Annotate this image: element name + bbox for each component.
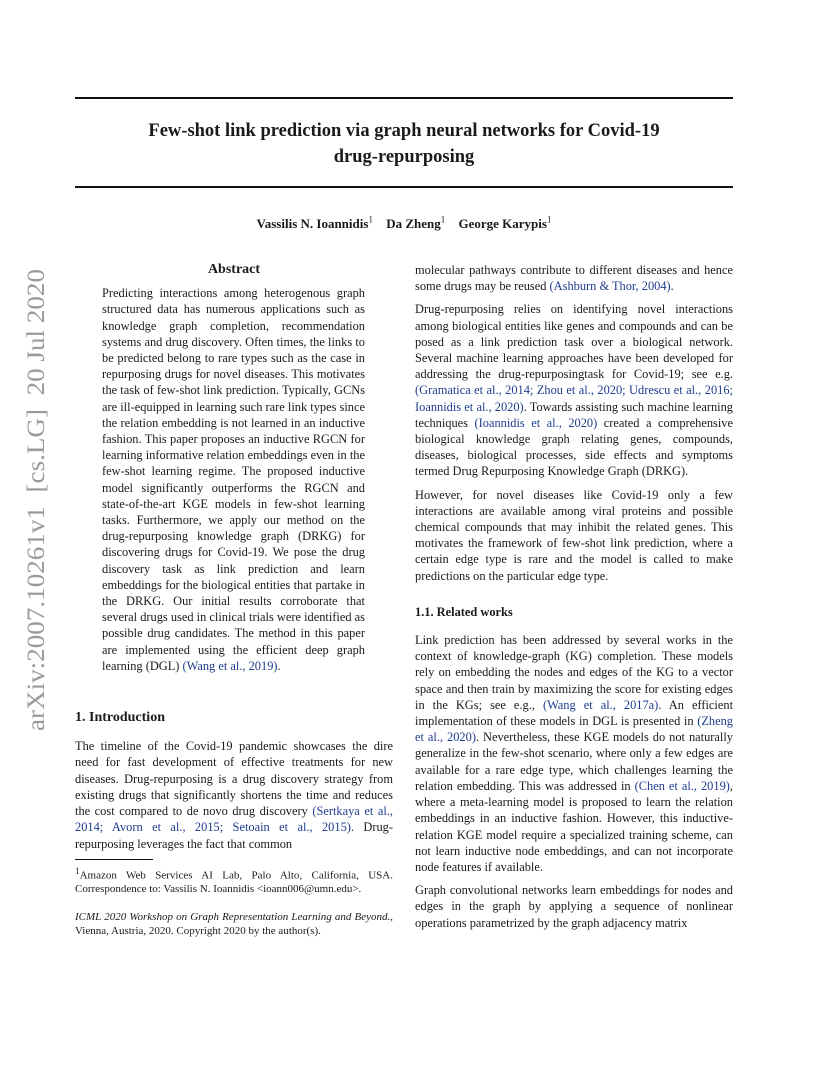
paragraph bbox=[415, 262, 733, 294]
text-run: . Drug-repurposing leverages the fact that common bbox=[75, 820, 393, 851]
paragraph: However, for novel diseases like Covid-19 only a few interactions are available among viral proteins and possible chemical compounds that may inhibit the related genes. This motivates the framework of few-shot link prediction, where a certain edge type is rare and the model is called to make predictions on the particular edge type. bbox=[415, 487, 733, 583]
text-run: , where a meta-learning model is proposed to learn the relation embeddings in an inductive fashion. However, this inductive-relation KGE model require a specialized training scheme, can not learn inductive node embeddings, and can not incorporate node features if available. bbox=[415, 778, 734, 874]
author-affil-mark: 1 bbox=[440, 215, 446, 225]
author-list bbox=[75, 215, 733, 232]
author-affil-mark: 1 bbox=[546, 215, 552, 225]
text-run: . An efficient implementation of these models in DGL is presented in bbox=[415, 697, 734, 729]
text-run: . Nevertheless, these KGE models do not naturally generalize in the few-shot scenario, where only a few edges are available for a rare edge type, which challenges learning the relation embedding. This was addressed in bbox=[415, 730, 733, 793]
text-run: . bbox=[670, 279, 674, 294]
arxiv-stamp bbox=[20, 268, 50, 733]
author-affil-mark: 1 bbox=[368, 215, 373, 225]
abstract-tail: . bbox=[277, 658, 281, 673]
author-name: Da Zheng bbox=[386, 216, 441, 232]
citation-link[interactable]: (Ashburn & Thor, 2004) bbox=[549, 279, 671, 294]
abstract-heading: Abstract bbox=[207, 262, 261, 277]
text-run: The timeline of the Covid-19 pandemic showcases the dire need for fast development of effective treatments for new diseases. Drug-repurposing is a drug discovery strategy from existing drugs that significantly shortens the time and reduces the cost compared to de novo drug discovery bbox=[75, 739, 393, 819]
bottom-rule bbox=[75, 186, 733, 188]
author-2 bbox=[386, 216, 445, 231]
title-line-2: drug-repurposing bbox=[333, 147, 475, 167]
top-rule bbox=[75, 97, 733, 99]
arxiv-stamp-text: arXiv:2007.10261v1 [cs.LG] 20 Jul 2020 bbox=[21, 296, 50, 731]
affiliation-footnote bbox=[75, 864, 393, 897]
subsection-heading-related-works: 1.1. Related works bbox=[415, 604, 513, 619]
text-run: molecular pathways contribute to different diseases and hence some drugs may be reused bbox=[415, 263, 733, 294]
citation-link[interactable]: (Ioannidis et al., 2020) bbox=[474, 415, 598, 430]
footnote-rule bbox=[75, 859, 153, 860]
author-name: Vassilis N. Ioannidis bbox=[256, 216, 369, 232]
footnote-mark: 1 bbox=[75, 865, 80, 876]
citation-link[interactable]: (Gramatica et al., 2014; Zhou et al., 2020; Udrescu et al., 2016; Ioannidis et al., 2020) bbox=[415, 383, 733, 414]
venue-details: , Vienna, Austria, 2020. Copyright 2020 by the author(s). bbox=[75, 911, 393, 938]
venue-name: ICML 2020 Workshop on Graph Representation Learning and Beyond. bbox=[75, 911, 391, 924]
venue-footnote bbox=[75, 910, 393, 938]
left-column bbox=[75, 262, 393, 952]
right-column bbox=[415, 262, 733, 938]
text-run: Drug-repurposing relies on identifying novel interactions among biological entities like genes and compounds and can be posed as a link prediction task over a biological network. Several machine learning approaches have been developed for addressing the drug-repurposingtask for Covid-19; see e.g. bbox=[415, 302, 733, 382]
citation-link[interactable]: (Wang et al., 2017a) bbox=[542, 697, 659, 712]
abstract-text: Predicting interactions among heterogenous graph structured data has numerous applications such as knowledge graph completion, recommendation systems and drug discovery. Often times, the links to be predicted belong to rare types such as the case in repurposing drugs for novel diseases. This motivates the task of few-shot link prediction. Typically, GCNs are ill-equipped in learning such rare link types since the relation embedding is not learned in an inductive fashion. This paper proposes an inductive RGCN for learning informative relation embeddings even in the few-shot learning regime. The proposed inductive model significantly outperforms the RGCN and state-of-the-art KGE models in few-shot learning tasks. Furthermore, we apply our method on the drug-repurposing knowledge graph (DRKG) for discovering drugs for Covid-19. We pose the drug discovery task as link prediction and learn embeddings for the biological entities that partake in the DRKG. Our initial results corroborate that several drugs used in clinical trials were identified as possible drug candidates. The method in this paper are implemented using the efficient deep graph learning (DGL) bbox=[102, 286, 365, 673]
author-3 bbox=[458, 216, 551, 231]
text-run: . Towards assisting such machine learning techniques bbox=[415, 399, 733, 430]
citation-link[interactable]: (Sertkaya et al., 2014; Avorn et al., 2015; Setoain et al., 2015) bbox=[75, 804, 393, 835]
paper-title bbox=[75, 118, 733, 170]
arxiv-stamp-svg bbox=[20, 268, 50, 733]
citation-link[interactable]: (Wang et al., 2019) bbox=[182, 658, 278, 673]
citation-link[interactable]: (Zheng et al., 2020) bbox=[415, 714, 733, 745]
section-heading-introduction: 1. Introduction bbox=[75, 710, 165, 726]
paragraph: Graph convolutional networks learn embeddings for nodes and edges in the graph by applying a sequence of nonlinear operations parametrized by the graph adjacency matrix bbox=[415, 883, 733, 930]
paragraph bbox=[415, 632, 733, 875]
title-line-1: Few-shot link prediction via graph neural networks for Covid-19 bbox=[148, 121, 660, 141]
intro-paragraph bbox=[75, 738, 393, 851]
text-run: created a comprehensive biological knowledge graph relating genes, compounds, diseases, biological processes, side effects and symptoms termed Drug Repurposing Knowledge Graph (DRKG). bbox=[415, 415, 733, 479]
abstract-body bbox=[102, 285, 365, 674]
author-1 bbox=[257, 216, 373, 231]
citation-link[interactable]: (Chen et al., 2019) bbox=[634, 778, 730, 793]
footnote-text: Amazon Web Services AI Lab, Palo Alto, California, USA. Correspondence to: Vassilis N. Ioannidis <ioann006@umn.edu>. bbox=[75, 869, 393, 896]
text-run: Link prediction has been addressed by several works in the context of knowledge-graph (KG) completion. These models rely on embedding the nodes and edges of the KG to a vector space and then train by maximizing the score for existing edges in the KGs; see e.g., bbox=[415, 633, 733, 712]
paragraph bbox=[415, 301, 733, 479]
author-name: George Karypis bbox=[458, 216, 547, 232]
